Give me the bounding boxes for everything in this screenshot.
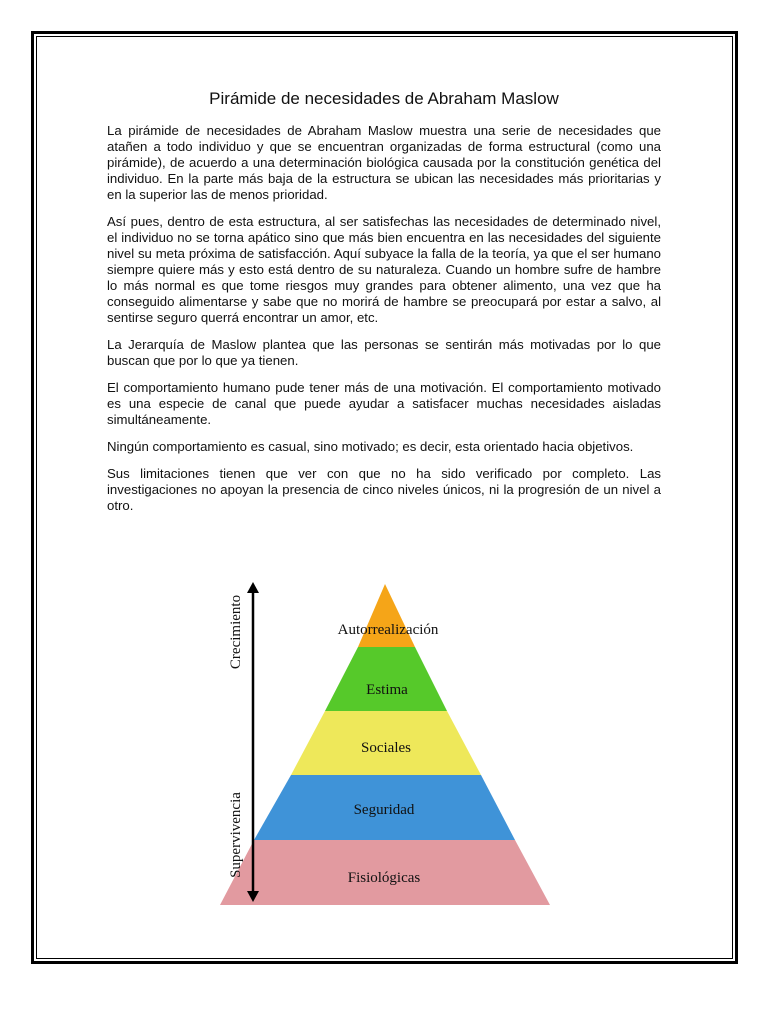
pyramid-label-2: Estima: [366, 682, 408, 698]
paragraph-6: Sus limitaciones tienen que ver con que no ha sido verificado por completo. Las investigaciones no apoyan la presencia de cinco niveles únicos, ni la progresión de un nivel a otro.: [107, 466, 661, 513]
paragraph-1: La pirámide de necesidades de Abraham Maslow muestra una serie de necesidades que atañen a todo individuo y que se encuentran organizadas de forma estructural (como una pirámide), de acuerdo a una determinación biológica causada por la constitución genética del individuo. En la parte más baja de la estructura se ubican las necesidades más prioritarias y en la superior las de menos prioridad.: [107, 123, 661, 202]
paragraph-4: El comportamiento humano pude tener más de una motivación. El comportamiento motivado es una especie de canal que puede ayudar a satisfacer muchas necesidades aisladas simultáneamente.: [107, 380, 661, 427]
pyramid-label-5: Fisiológicas: [347, 870, 421, 886]
axis-label-crecimiento: Crecimiento: [228, 594, 244, 670]
document-title: Pirámide de necesidades de Abraham Maslow: [209, 89, 559, 108]
paragraph-2: Así pues, dentro de esta estructura, al ser satisfechas las necesidades de determinado nivel, el individuo no se torna apático sino que más bien encuentra en las necesidades del siguiente nivel su meta próxima de satisfacción. Aquí subyace la falla de la teoría, ya que el ser humano siempre quiere más y esto está dentro de su naturaleza. Cuando un hombre sufre de hambre lo más normal es que tome riesgos muy grandes para obtener alimento, una vez que ha conseguido alimentarse y sabe que no morirá de hambre se preocupará por estar a salvo, al sentirse seguro querrá encontrar un amor, etc.: [107, 214, 661, 325]
pyramid-svg: [220, 580, 550, 908]
arrow-up-icon: [247, 582, 259, 593]
axis-label-supervivencia: Supervivencia: [228, 792, 244, 878]
document-body: [107, 123, 661, 525]
paragraph-5: Ningún comportamiento es casual, sino motivado; es decir, esta orientado hacia objetivos.: [107, 439, 634, 454]
maslow-pyramid-figure: [220, 580, 550, 908]
paragraph-3: La Jerarquía de Maslow plantea que las personas se sentirán más motivadas por lo que buscan que por lo que ya tienen.: [107, 337, 661, 368]
pyramid-label-1: Autorrealización: [337, 622, 439, 638]
pyramid-label-3: Sociales: [361, 740, 411, 756]
pyramid-level-2: [325, 647, 447, 711]
pyramid-label-4: Seguridad: [353, 802, 415, 818]
